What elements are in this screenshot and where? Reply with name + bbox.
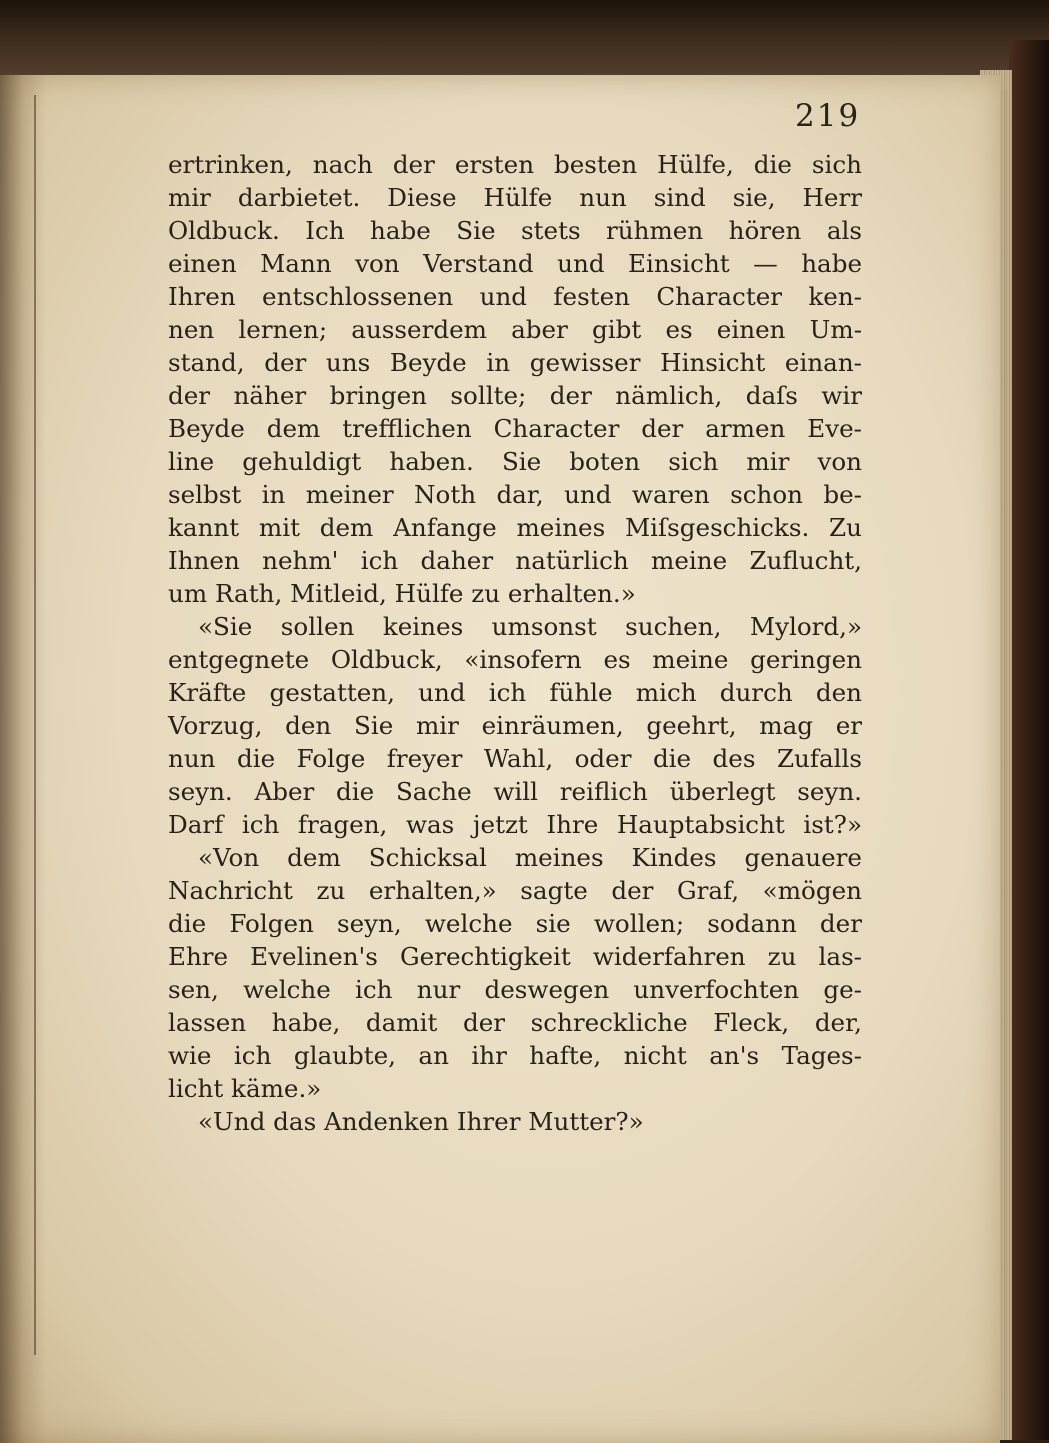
text-line: sen, welche ich nur deswegen unverfochten ge- [168,975,862,1004]
text-line: «Sie sollen keines umsonst suchen, Mylord,» [198,612,862,641]
gutter-shadow [34,95,36,1355]
text-line: Darf ich fragen, was jetzt Ihre Hauptabsicht ist?» [168,810,862,839]
text-line: ertrinken, nach der ersten besten Hülfe, die sich [168,150,862,179]
book-cover-right [1009,40,1049,1440]
text-line: einen Mann von Verstand und Einsicht — habe [168,249,862,278]
text-line: der näher bringen sollte; der nämlich, daſs wir [168,381,862,410]
text-line: lassen habe, damit der schreckliche Fleck, der, [168,1008,862,1037]
text-line: die Folgen seyn, welche sie wollen; sodann der [168,909,862,938]
text-line: Nachricht zu erhalten,» sagte der Graf, «mögen [168,876,862,905]
text-line: kannt mit dem Anfange meines Miſsgeschicks. Zu [168,513,862,542]
text-line: Ihnen nehm' ich daher natürlich meine Zuflucht, [168,546,862,575]
text-line: Ehre Evelinen's Gerechtigkeit widerfahren zu las- [168,942,862,971]
text-line: Kräfte gestatten, und ich fühle mich durch den [168,678,862,707]
text-line: «Und das Andenken Ihrer Mutter?» [198,1107,644,1136]
text-line: Vorzug, den Sie mir einräumen, geehrt, mag er [168,711,862,740]
text-line: mir darbietet. Diese Hülfe nun sind sie, Herr [168,183,862,212]
text-line: seyn. Aber die Sache will reiflich überlegt seyn. [168,777,862,806]
body-text [168,148,862,1138]
text-line: selbst in meiner Noth dar, und waren schon be- [168,480,862,509]
text-line: um Rath, Mitleid, Hülfe zu erhalten.» [168,579,636,608]
text-line: stand, der uns Beyde in gewisser Hinsicht einan- [168,348,862,377]
text-line: entgegnete Oldbuck, «insofern es meine geringen [168,645,862,674]
text-line: wie ich glaubte, an ihr hafte, nicht an's Tages- [168,1041,862,1070]
text-line: line gehuldigt haben. Sie boten sich mir von [168,447,862,476]
text-line: nun die Folge freyer Wahl, oder die des Zufalls [168,744,862,773]
text-line: Ihren entschlossenen und festen Character ken- [168,282,862,311]
text-line: Oldbuck. Ich habe Sie stets rühmen hören als [168,216,862,245]
page-number: 219 [795,98,861,134]
text-line: nen lernen; ausserdem aber gibt es einen Um- [168,315,862,344]
text-line: Beyde dem trefflichen Character der armen Eve- [168,414,862,443]
text-line: licht käme.» [168,1074,322,1103]
text-line: «Von dem Schicksal meines Kindes genauere [198,843,862,872]
